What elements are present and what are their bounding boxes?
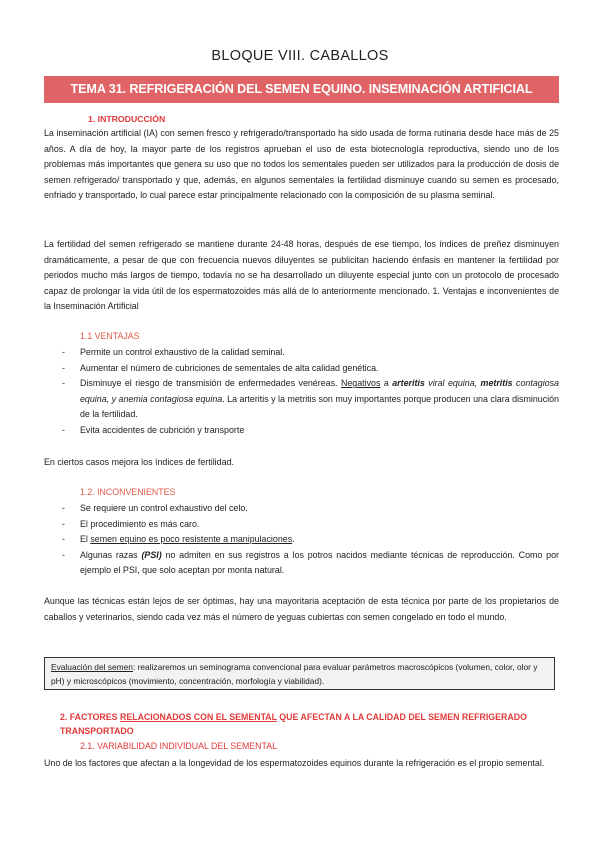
- list-item: - Aumentar el número de cubriciones de sementales de alta calidad genética.: [44, 361, 559, 377]
- section-2-heading: 2. FACTORES RELACIONADOS CON EL SEMENTAL QUE AFECTAN A LA CALIDAD DEL SEMEN REFRIGERADO TRANSPORTADO: [60, 712, 527, 736]
- disadvantages-heading: 1.2. INCONVENIENTES: [80, 487, 176, 497]
- conclusion-paragraph: Aunque las técnicas están lejos de ser óptimas, hay una mayoritaria aceptación de esta técnica por parte de los propietarios de caballos y veterinarios, siendo cada vez más el número de yeguas cubiertas con semen congelado en todo el mundo.: [44, 596, 559, 622]
- list-item: - Algunas razas (PSI) no admiten en sus registros a los potros nacidos mediante técnicas de reproducción. Como por ejemplo el PSI, que solo aceptan por monta natural.: [44, 548, 559, 579]
- intro-paragraph-2: La fertilidad del semen refrigerado se mantiene durante 24-48 horas, después de ese tiempo, los índices de preñez disminuyen dramáticamente, a pesar de que con frecuencia nuevos diluyentes se publicitan haciendo énfasis en mantener la fertilidad por periodos mucho más largos de tiempo, todavía no se ha desarrollado un diluyente especial junto con un protocolo de procesado capaz de prolongar la vida útil de los espermatozoides más allá de lo anteriormente mencionado. 1. Ventajas e inconvenientes de la Inseminación Artificial: [44, 239, 559, 312]
- advantages-note: En ciertos casos mejora los índices de fertilidad.: [44, 457, 234, 467]
- list-item: - Disminuye el riesgo de transmisión de enfermedades venéreas. Negativos a arteritis viral equina, metritis contagiosa equina, y anemia contagiosa equina. La arteritis y la metritis son muy importantes porque producen una clara disminución de la fertilidad.: [44, 376, 559, 423]
- list-item: - El procedimiento es más caro.: [44, 517, 559, 533]
- section-2-1-heading: 2.1. VARIABILIDAD INDIVIDUAL DEL SEMENTAL: [80, 741, 278, 751]
- semen-evaluation-box: [44, 657, 555, 690]
- evaluation-text: : realizaremos un seminograma convencional para evaluar parámetros macroscópicos (volumen, color, olor y pH) y microscópicos (movimiento, concentración, morfología y viabilidad).: [51, 662, 538, 686]
- advantages-heading: 1.1 VENTAJAS: [80, 331, 140, 341]
- evaluation-label: Evaluación del semen: [51, 662, 133, 672]
- disadvantages-list: [44, 501, 559, 579]
- block-title: BLOQUE VIII. CABALLOS: [211, 48, 389, 64]
- intro-paragraph-1: La inseminación artificial (IA) con semen fresco y refrigerado/transportado ha sido usada de forma rutinaria desde hace más de 25 años. A día de hoy, la mayor parte de los registros aprueban el uso de esta biotecnología reproductiva, siendo uno de los problemas más importantes que genera su uso que no todos los sementales pueden ser utilizados para la producción de dosis de semen refrigerado/ transportado y que, además, en algunos sementales la fertilidad disminuye cuando su semen es procesado, enfriado y transportado, lo cual parece estar principalmente relacionado con la composición de su plasma seminal.: [44, 128, 559, 201]
- topic-title-banner: TEMA 31. REFRIGERACIÓN DEL SEMEN EQUINO. INSEMINACIÓN ARTIFICIAL: [44, 76, 559, 103]
- advantages-list: [44, 345, 559, 439]
- list-item: - El semen equino es poco resistente a manipulaciones.: [44, 532, 559, 548]
- list-item: - Evita accidentes de cubrición y transporte: [44, 423, 559, 439]
- section-2-1-paragraph: Uno de los factores que afectan a la longevidad de los espermatozoides equinos durante la refrigeración es el propio semental.: [44, 758, 545, 768]
- list-item: - Se requiere un control exhaustivo del celo.: [44, 501, 559, 517]
- list-item: - Permite un control exhaustivo de la calidad seminal.: [44, 345, 559, 361]
- intro-heading: 1. INTRODUCCIÓN: [88, 114, 166, 124]
